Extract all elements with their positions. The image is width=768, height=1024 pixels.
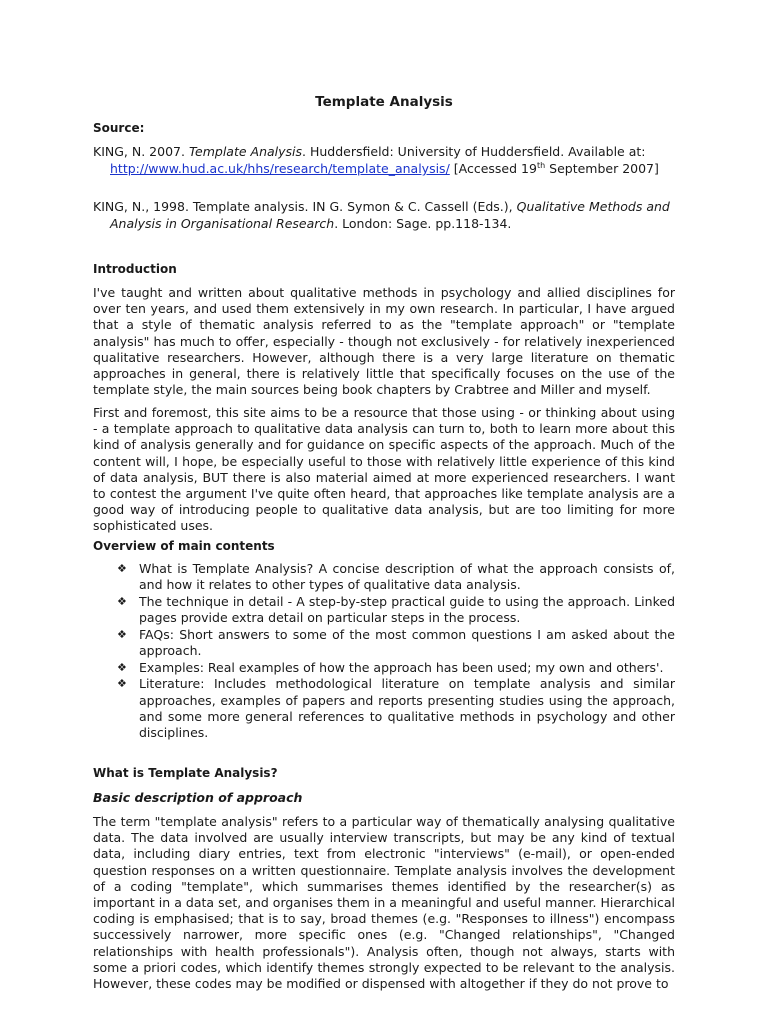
page-title: Template Analysis (315, 94, 453, 110)
introduction-heading: Introduction (93, 262, 177, 276)
diamond-bullet-icon: ❖ (117, 627, 127, 641)
list-item: ❖ Literature: Includes methodological literature on template analysis and similar approaches, examples of papers and reports presenting studies using the approach, and some more general references to qualitative methods in psychology and other disciplines. (117, 676, 675, 741)
list-item: ❖ What is Template Analysis? A concise description of what the approach consists of, and how it relates to other types of qualitative data analysis. (117, 561, 675, 593)
list-item: ❖ FAQs: Short answers to some of the most common questions I am asked about the approach. (117, 626, 675, 659)
contents-list (117, 561, 675, 742)
intro-paragraph-1: I've taught and written about qualitative methods in psychology and allied disciplines for over ten years, and used them extensively in my own research. In particular, I have argued that a style of thematic analysis referred to as the "template approach" or "template analysis" has much to offer, especially - though not exclusively - for relatively inexperienced qualitative researchers. However, although there is a very large literature on thematic approaches in general, there is relatively little that specifically focuses on the use of the template style, the main sources being book chapters by Crabtree and Miller and myself. (93, 285, 675, 398)
intro-paragraph-2: First and foremost, this site aims to be a resource that those using - or thinking about using - a template approach to qualitative data analysis can turn to, both to learn more about this kind of analysis generally and for guidance on specific aspects of the approach. Much of the content will, I hope, be especially useful to those with relatively little experience of this kind of data analysis, BUT there is also material aimed at more experienced researchers. I want to contest the argument I've quite often heard, that approaches like template analysis are a good way of introducing people to qualitative data analysis, but are too limiting for more sophisticated uses. (93, 405, 675, 534)
source-url-link[interactable]: http://www.hud.ac.uk/hhs/research/template_analysis/ (110, 161, 450, 176)
list-item: ❖ Examples: Real examples of how the approach has been used; my own and others'. (117, 659, 664, 675)
diamond-bullet-icon: ❖ (117, 660, 127, 674)
overview-heading: Overview of main contents (93, 539, 275, 553)
source-label: Source: (93, 121, 145, 135)
diamond-bullet-icon: ❖ (117, 677, 127, 691)
basic-description-heading: Basic description of approach (93, 790, 303, 805)
diamond-bullet-icon: ❖ (117, 594, 127, 608)
diamond-bullet-icon: ❖ (117, 562, 127, 575)
basic-description-paragraph: The term "template analysis" refers to a particular way of thematically analysing qualitative data. The data involved are usually interview transcripts, but may be any kind of textual data, including diary entries, text from electronic "interviews" (e-mail), or open-ended question responses on a written questionnaire. Template analysis involves the development of a coding "template", which summarises themes identified by the researcher(s) as important in a data set, and organises them in a meaningful and useful manner. Hierarchical coding is emphasised; that is to say, broad themes (e.g. "Responses to illness") encompass successively narrower, more specific ones (e.g. "Changed relationships", "Changed relationships with health professionals"). Analysis often, though not always, starts with some a priori codes, which identify themes strongly expected to be relevant to the analysis. However, these codes may be modified or dispensed with altogether if they do not prove to (93, 814, 675, 992)
reference-king-2007: KING, N. 2007. Template Analysis. Huddersfield: University of Huddersfield. Available at: http://www.hud.ac.uk/hhs/research/template_analysis/ [Accessed 19th September 2007] (93, 144, 659, 176)
what-is-template-analysis-heading: What is Template Analysis? (93, 766, 278, 780)
list-item: ❖ The technique in detail - A step-by-step practical guide to using the approach. Linked pages provide extra detail on particular steps in the process. (117, 593, 675, 626)
reference-king-1998: KING, N., 1998. Template analysis. IN G. Symon & C. Cassell (Eds.), Qualitative Methods and Analysis in Organisational Research. London: Sage. pp.118-134. (93, 199, 670, 231)
